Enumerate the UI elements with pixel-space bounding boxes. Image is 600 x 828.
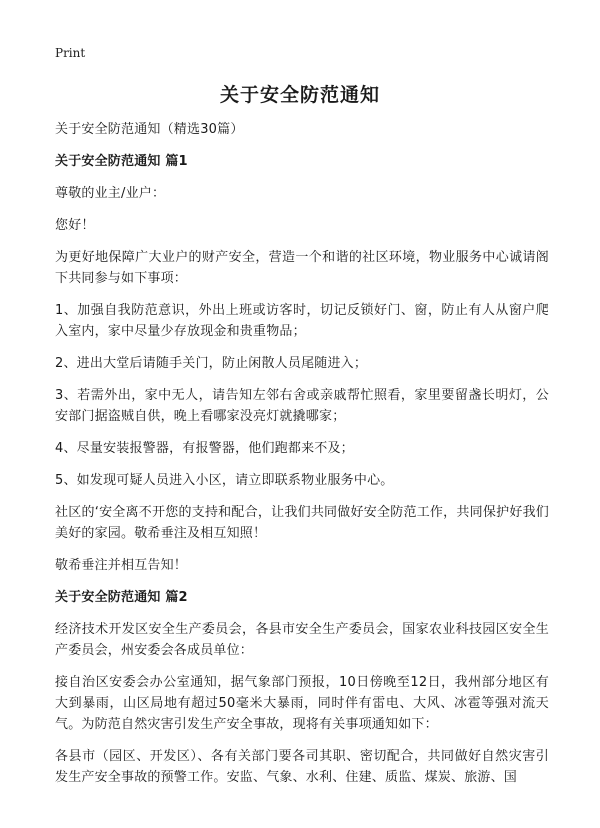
paragraph: 4、尽量安装报警器，有报警器，他们跑都来不及； bbox=[55, 441, 354, 456]
paragraph: 5、如发现可疑人员进入小区，请立即联系物业服务中心。 bbox=[55, 473, 394, 488]
paragraph: 接自治区安委会办公室通知，据气象部门预报，10日傍晚至12日，我州部分地区有大到暴雨，山区局地有超过50毫米大暴雨，同时伴有雷电、大风、冰雹等强对流天气。为防范自然灾害引发生产安全事故，现将有关事项通知如下： bbox=[55, 675, 549, 732]
paragraph: 经济技术开发区安全生产委员会，各县市安全生产委员会，国家农业科技园区安全生产委员会，州安委会各成员单位： bbox=[55, 622, 549, 658]
paragraph: 您好！ bbox=[55, 218, 95, 233]
paragraph: 3、若需外出，家中无人，请告知左邻右舍或亲戚帮忙照看，家里要留盏长明灯，公安部门据盗贼自供，晚上看哪家没亮灯就撬哪家； bbox=[55, 388, 549, 424]
paragraph: 社区的‘安全离不开您的支持和配合，让我们共同做好安全防范工作，共同保护好我们美好的家园。敬希垂注及相互知照！ bbox=[55, 505, 549, 541]
paragraph: 为更好地保障广大业户的财产安全，营造一个和谐的社区环境，物业服务中心诚请阁下共同参与如下事项： bbox=[55, 250, 549, 286]
paragraph: 尊敬的业主/业户： bbox=[55, 186, 166, 201]
document-body bbox=[55, 119, 549, 799]
document-subtitle: 关于安全防范通知（精选30篇） bbox=[55, 122, 244, 137]
section-2 bbox=[55, 587, 549, 788]
paragraph: 各县市（园区、开发区）、各有关部门要各司其职、密切配合，共同做好自然灾害引发生产安全事故的预警工作。安监、气象、水利、住建、质监、煤炭、旅游、国 bbox=[55, 749, 549, 785]
section-1 bbox=[55, 151, 549, 576]
section-heading: 关于安全防范通知 篇2 bbox=[55, 590, 188, 605]
paragraph: 敬希垂注并相互告知！ bbox=[55, 558, 188, 573]
section-heading: 关于安全防范通知 篇1 bbox=[55, 154, 188, 169]
print-label: Print bbox=[55, 46, 86, 60]
paragraph: 1、加强自我防范意识，外出上班或访客时，切记反锁好门、窗，防止有人从窗户爬入室内，家中尽量少存放现金和贵重物品； bbox=[55, 303, 549, 339]
page-title: 关于安全防范通知 bbox=[219, 84, 380, 106]
paragraph: 2、进出大堂后请随手关门，防止闲散人员尾随进入； bbox=[55, 356, 368, 371]
